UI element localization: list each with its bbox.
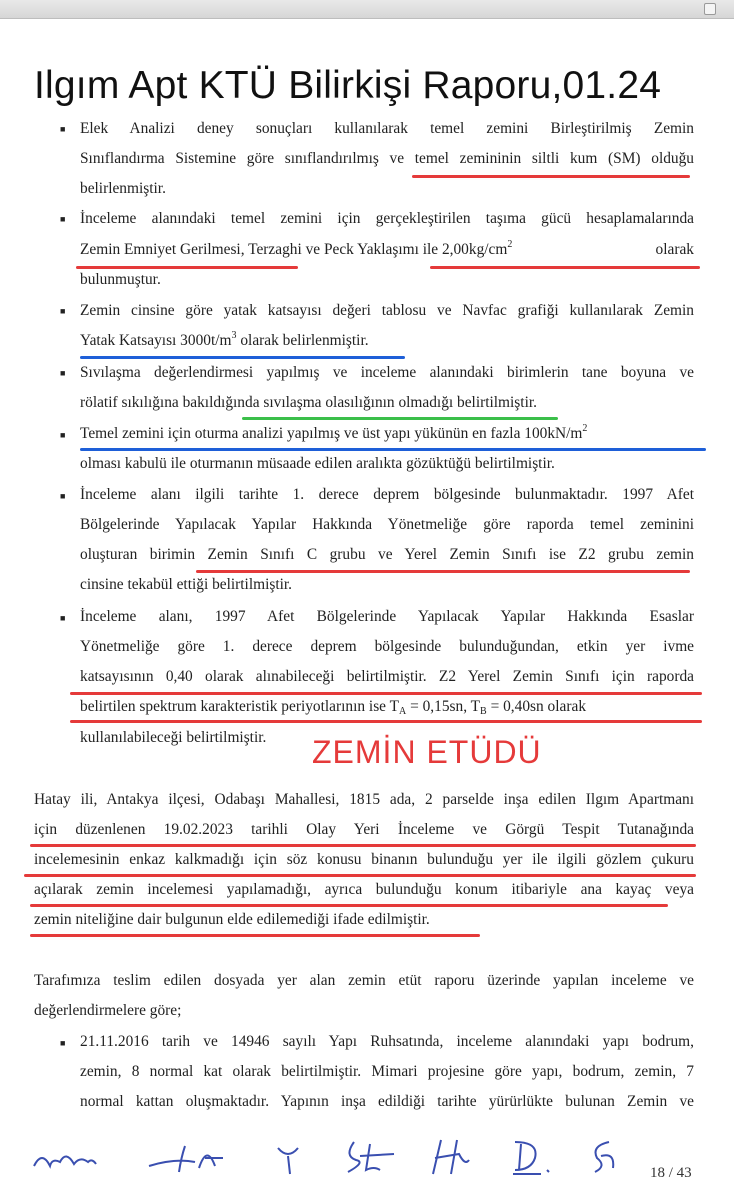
- signature-1: [30, 1136, 100, 1178]
- subscript: B: [480, 706, 487, 717]
- highlight-underline: [30, 904, 668, 907]
- bullet7-line4-mid: = 0,15sn, T: [406, 698, 481, 715]
- bullet3-line2-text: Yatak Katsayısı 3000t/m: [80, 332, 232, 349]
- highlight-underline: [242, 417, 558, 420]
- highlight-underline: [430, 266, 700, 269]
- bullet3-line1: Zemin cinsine göre yatak katsayısı değeri tablosu ve Navfac grafiği kullanılarak Zemin: [80, 302, 694, 319]
- highlight-underline: [76, 266, 298, 269]
- bullet3-line2: [80, 332, 369, 350]
- bullet7-line5: kullanılabileceği belirtilmiştir.: [80, 729, 267, 746]
- bullet2-line2-tail: olarak: [655, 241, 694, 258]
- bullet2-line2-text: Zemin Emniyet Gerilmesi, Terzaghi ve Peck Yaklaşımı ile 2,00kg/cm: [80, 241, 508, 258]
- superscript: 2: [507, 239, 513, 250]
- bullet8-line2: zemin, 8 normal kat olarak belirtilmiştir. Mimari projesine göre yapı, bodrum, zemin, 7: [80, 1063, 694, 1080]
- bullet8-line3: normal kattan oluşmaktadır. Yapının inşa edildiği tarihte yürürlükte bulunan Zemin ve: [80, 1093, 694, 1110]
- bullet1-line1: Elek Analizi deney sonuçları kullanılarak temel zemini Birleştirilmiş Zemin: [80, 120, 694, 137]
- bullet2-line3: bulunmuştur.: [80, 271, 161, 288]
- bullet1-line3: belirlenmiştir.: [80, 180, 166, 197]
- bullet7-line3: katsayısının 0,40 olarak alınabileceği belirtilmiştir. Z2 Yerel Zemin Sınıfı için raporda: [80, 668, 694, 685]
- bullet6-line3: oluşturan birimin Zemin Sınıfı C grubu ve Yerel Zemin Sınıfı ise Z2 grubu zemin: [80, 546, 694, 563]
- signature-4: [340, 1136, 400, 1178]
- bullet-icon: ■: [60, 491, 66, 501]
- bullet-icon: ■: [60, 368, 66, 378]
- bullet7-line4-tail: = 0,40sn olarak: [486, 698, 587, 715]
- para1-line5: zemin niteliğine dair bulgunun elde edilemediği ifade edilmiştir.: [34, 911, 430, 928]
- bullet4-line1: Sıvılaşma değerlendirmesi yapılmış ve inceleme alanındaki birimlerin tane boyuna ve: [80, 364, 694, 381]
- highlight-underline: [196, 570, 690, 573]
- highlight-underline: [30, 934, 480, 937]
- signature-5: [425, 1136, 475, 1178]
- viewer-toolbar: [0, 0, 734, 19]
- bullet8-line1: 21.11.2016 tarih ve 14946 sayılı Yapı Ruhsatında, inceleme alanındaki yapı bodrum,: [80, 1033, 694, 1050]
- signature-7: [585, 1136, 625, 1178]
- bullet-icon: ■: [60, 1038, 66, 1048]
- bullet4-line2: rölatif sıkılığına bakıldığında sıvılaşma olasılığının olmadığı belirtilmiştir.: [80, 394, 537, 411]
- bullet7-line1: İnceleme alanı, 1997 Afet Bölgelerinde Yapılacak Yapılar Hakkında Esaslar: [80, 608, 694, 625]
- bullet-icon: ■: [60, 214, 66, 224]
- bullet-icon: ■: [60, 430, 66, 440]
- bullet2-line1: İnceleme alanındaki temel zemini için gerçekleştirilen taşıma gücü hesaplamalarında: [80, 210, 694, 227]
- signature-6: [505, 1136, 555, 1178]
- highlight-underline: [80, 448, 706, 451]
- highlight-underline: [70, 692, 702, 695]
- bullet-icon: ■: [60, 306, 66, 316]
- bullet6-line2: Bölgelerinde Yapılacak Yapılar Hakkında Yönetmeliğe göre raporda temel zeminini: [80, 516, 694, 533]
- para2-line2: değerlendirmelere göre;: [34, 1002, 182, 1019]
- bullet5-line1: [80, 425, 587, 443]
- bullet7-line4: [80, 698, 694, 716]
- signature-2: [145, 1136, 235, 1178]
- bullet7-line4-text: belirtilen spektrum karakteristik periyotlarının ise T: [80, 698, 399, 715]
- superscript: 2: [582, 423, 588, 434]
- bullet7-line2: Yönetmeliğe göre 1. derece deprem bölgesinde bulunduğundan, etkin yer ivme: [80, 638, 694, 655]
- bullet2-line2: [80, 241, 694, 259]
- bullet-icon: ■: [60, 613, 66, 623]
- signature-3: [270, 1136, 310, 1178]
- highlight-underline: [80, 356, 405, 359]
- para1-line4: açılarak zemin incelemesi yapılamadığı, ayrıca bulunduğu konum itibariyle ana kayaç veya: [34, 881, 694, 898]
- bullet1-line2: Sınıflandırma Sistemine göre sınıflandırılmış ve temel zemininin siltli kum (SM) olduğu: [80, 150, 694, 167]
- para1-line3: incelemesinin enkaz kalkmadığı için söz konusu binanın bulunduğu yer ile ilgili gözlem çukuru: [34, 851, 694, 868]
- para1-line1: Hatay ili, Antakya ilçesi, Odabaşı Mahallesi, 1815 ada, 2 parselde inşa edilen Ilgım Apartmanı: [34, 791, 694, 808]
- highlight-underline: [70, 720, 702, 723]
- bullet-icon: ■: [60, 124, 66, 134]
- para2-line1: Tarafımıza teslim edilen dosyada yer alan zemin etüt raporu üzerinde yapılan inceleme ve: [34, 972, 694, 989]
- bullet5-line2: olması kabulü ile oturmanın müsaade edilen aralıkta gözüktüğü belirtilmiştir.: [80, 455, 555, 472]
- highlight-underline: [24, 874, 696, 877]
- window-control-icon[interactable]: [704, 3, 716, 15]
- page-number: 18 / 43: [650, 1165, 692, 1181]
- highlight-underline: [30, 844, 696, 847]
- bullet5-line1-text: Temel zemini için oturma analizi yapılmış ve üst yapı yükünün en fazla 100kN/m: [80, 425, 583, 442]
- bullet3-line2-tail: olarak belirlenmiştir.: [236, 332, 369, 349]
- page-title: Ilgım Apt KTÜ Bilirkişi Raporu,01.24: [34, 64, 662, 107]
- para1-line2: için düzenlenen 19.02.2023 tarihli Olay Yeri İnceleme ve Görgü Tespit Tutanağında: [34, 821, 694, 838]
- highlight-underline: [412, 175, 690, 178]
- superscript: 3: [231, 330, 237, 341]
- annotation-stamp: ZEMİN ETÜDÜ: [312, 734, 542, 770]
- bullet6-line4: cinsine tekabül ettiği belirtilmiştir.: [80, 576, 293, 593]
- bullet6-line1: İnceleme alanı ilgili tarihte 1. derece deprem bölgesinde bulunmaktadır. 1997 Afet: [80, 486, 694, 503]
- subscript: A: [399, 706, 407, 717]
